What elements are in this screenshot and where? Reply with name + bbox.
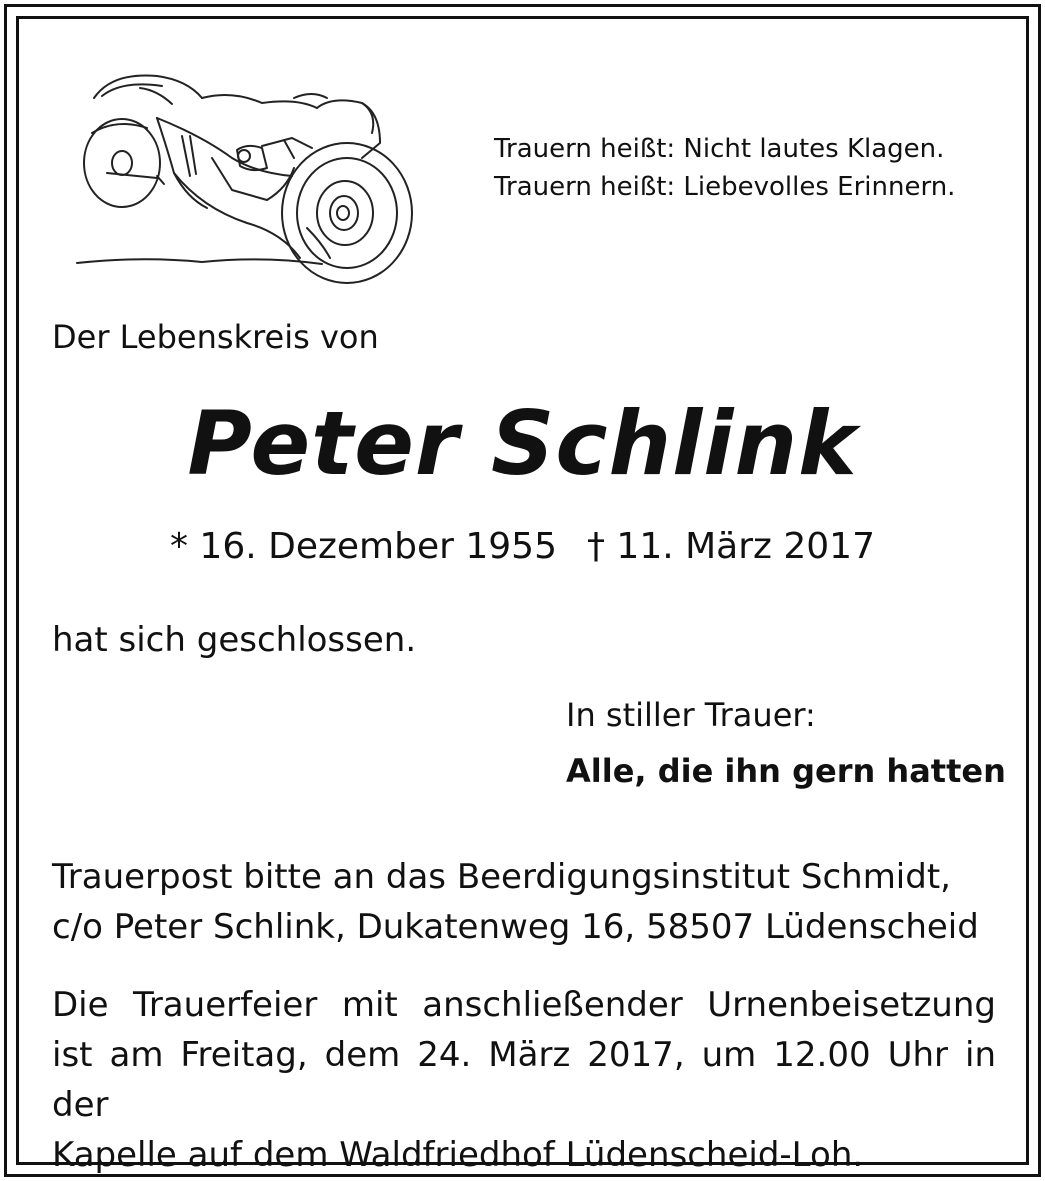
address-line: Trauerpost bitte an das Beerdigungsinstitut Schmidt, xyxy=(52,857,951,897)
quote-line: Trauern heißt: Nicht lautes Klagen. xyxy=(494,134,945,164)
death-date: † 11. März 2017 xyxy=(586,526,875,567)
quote-line: Trauern heißt: Liebevolles Erinnern. xyxy=(494,172,956,202)
service-line: Die Trauerfeier mit anschließender Urnenbeisetzung xyxy=(52,985,996,1025)
motorcycle-icon xyxy=(62,58,442,288)
mourning-label: In stiller Trauer: xyxy=(566,696,816,734)
mourners-names: Alle, die ihn gern hatten xyxy=(566,752,1006,790)
deceased-name: Peter Schlink xyxy=(187,392,858,495)
service-line: ist am Freitag, dem 24. März 2017, um 12.00 Uhr in der xyxy=(52,1035,996,1125)
service-info xyxy=(52,980,996,1180)
condolence-address xyxy=(52,852,979,952)
birth-date: * 16. Dezember 1955 xyxy=(169,526,557,567)
closing-text: hat sich geschlossen. xyxy=(52,620,417,660)
life-dates xyxy=(0,526,1045,567)
service-line: Kapelle auf dem Waldfriedhof Lüdenscheid-Loh. xyxy=(52,1135,864,1175)
intro-text: Der Lebenskreis von xyxy=(52,318,379,356)
quote-block xyxy=(494,130,955,206)
address-line: c/o Peter Schlink, Dukatenweg 16, 58507 Lüdenscheid xyxy=(52,907,979,947)
